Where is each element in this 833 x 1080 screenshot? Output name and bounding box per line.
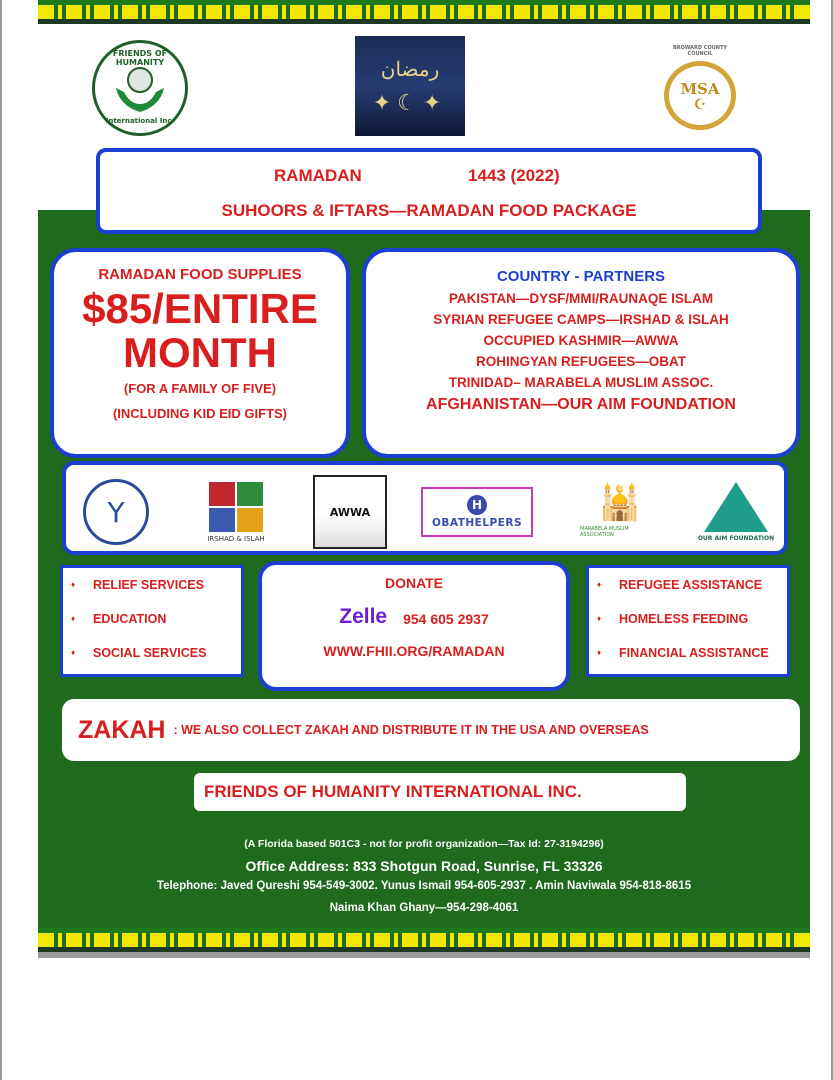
list-item: ♦ EDUCATION <box>63 612 241 646</box>
list-item: ♦ SOCIAL SERVICES <box>63 646 241 680</box>
footer-telephones: Telephone: Javed Qureshi 954-549-3002. Yunus Ismail 954-605-2937 . Amin Naviwala 954-818-8615 <box>156 880 692 892</box>
awwa-text: AWWA <box>329 505 371 519</box>
marabela-caption: MARABELA MUSLIM ASSOCIATION <box>580 526 629 538</box>
obat-text: OBATHELPERS <box>431 517 523 529</box>
crescent-icon: ☪ <box>693 96 707 113</box>
msa-wreath <box>664 61 736 130</box>
mosque-icon: 🕌 <box>598 483 642 523</box>
list-item: ♦ HOMELESS FEEDING <box>589 612 787 646</box>
supplies-heading: RAMADAN FOOD SUPPLIES <box>98 266 302 283</box>
services-left-list <box>60 565 244 677</box>
footer-telephone-extra: Naima Khan Ghany—954-298-4061 <box>329 902 519 914</box>
footer-tax-info: (A Florida based 501C3 - not for profit organization—Tax Id: 27-3194296) <box>244 838 604 850</box>
partners-heading: COUNTRY - PARTNERS <box>496 268 666 285</box>
zakah-text: : WE ALSO COLLECT ZAKAH AND DISTRIBUTE IT IN THE USA AND OVERSEAS <box>173 723 649 737</box>
supplies-period: MONTH <box>123 329 277 376</box>
partner-item: OCCUPIED KASHMIR—AWWA <box>483 333 679 348</box>
irshad-caption: IRSHAD & ISLAH <box>207 534 265 543</box>
zelle-logo: Zelle <box>339 605 388 628</box>
msa-word: MSA <box>680 79 720 98</box>
irshad-islah-logo <box>206 473 266 551</box>
partner-item: TRINIDAD– MARABELA MUSLIM ASSOC. <box>448 375 714 390</box>
country-partners-card <box>362 248 800 458</box>
title-ramadan: RAMADAN <box>274 166 362 185</box>
services-right-list <box>586 565 790 677</box>
hands-globe-icon <box>110 58 170 118</box>
fhii-logo-bottom-text: International Inc. <box>105 117 175 125</box>
top-border-stripe <box>38 0 810 24</box>
list-item: ♦ FINANCIAL ASSISTANCE <box>589 646 787 680</box>
fhii-logo <box>92 40 188 136</box>
zelle-phone: 954 605 2937 <box>403 611 489 627</box>
donate-card <box>258 561 570 691</box>
list-item: ♦ RELIEF SERVICES <box>63 578 241 612</box>
food-supplies-card <box>50 248 350 458</box>
org-name: FRIENDS OF HUMANITY INTERNATIONAL INC. <box>204 782 582 801</box>
bottom-border-stripe <box>38 928 810 958</box>
ramadan-logo <box>355 36 465 136</box>
lantern-icon: ✦☾✦ <box>372 90 448 116</box>
emblem-icon: Y <box>83 479 149 545</box>
donate-heading: DONATE <box>384 575 444 591</box>
msa-logo <box>660 45 740 130</box>
obat-h-icon: H <box>467 495 487 515</box>
zakah-banner <box>62 699 800 761</box>
partner-logos-strip <box>62 461 788 555</box>
supplies-note-gifts: (INCLUDING KID EID GIFTS) <box>112 406 288 421</box>
our-aim-logo <box>696 473 776 551</box>
title-subtitle: SUHOORS & IFTARS—RAMADAN FOOD PACKAGE <box>221 201 637 220</box>
supplies-note-family: (FOR A FAMILY OF FIVE) <box>123 381 277 396</box>
partner-item: AFGHANISTAN—OUR AIM FOUNDATION <box>426 396 736 413</box>
dysf-logo <box>80 473 152 551</box>
irshad-squares-icon <box>209 482 263 532</box>
zakah-label: ZAKAH <box>78 715 166 744</box>
org-name-banner <box>194 773 686 811</box>
partner-item: SYRIAN REFUGEE CAMPS—IRSHAD & ISLAH <box>433 312 729 327</box>
partner-item: ROHINGYAN REFUGEES—OBAT <box>475 354 687 369</box>
supplies-price: $85/ENTIRE <box>82 285 318 332</box>
title-year: 1443 (2022) <box>468 166 560 185</box>
donate-url[interactable]: WWW.FHII.ORG/RAMADAN <box>323 643 505 659</box>
partner-item: PAKISTAN—DYSF/MMI/RAUNAQE ISLAM <box>448 291 714 306</box>
ramadan-arabic-text: رمضان <box>380 56 440 81</box>
footer-address: Office Address: 833 Shotgun Road, Sunrise, FL 33326 <box>245 858 603 874</box>
awwa-hands-icon <box>313 475 387 549</box>
our-aim-caption: OUR AIM FOUNDATION <box>697 535 775 542</box>
awwa-logo <box>310 473 390 551</box>
obat-helpers-logo <box>420 473 534 551</box>
msa-caption: BROWARD COUNTY COUNCIL <box>672 45 727 57</box>
list-item: ♦ REFUGEE ASSISTANCE <box>589 578 787 612</box>
triangle-icon <box>704 482 768 532</box>
marabela-logo <box>580 473 660 551</box>
title-card <box>96 148 762 234</box>
fhii-logo-ring-text: FRIENDS OF HUMANITY <box>112 49 168 67</box>
left-page-edge <box>0 0 2 1080</box>
